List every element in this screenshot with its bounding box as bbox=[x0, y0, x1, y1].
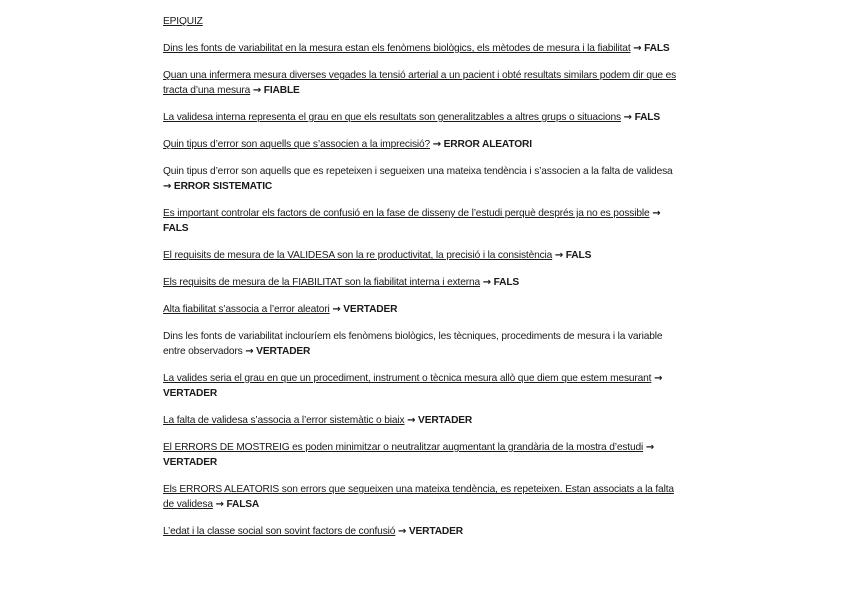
quiz-item-6 bbox=[163, 206, 683, 236]
arrow-icon: → bbox=[633, 43, 642, 54]
arrow-icon: → bbox=[645, 442, 655, 453]
quiz-item-1 bbox=[163, 41, 683, 56]
answer-text: FIABLE bbox=[263, 85, 300, 96]
quiz-item-15 bbox=[163, 524, 683, 539]
arrow-icon: → bbox=[163, 181, 172, 192]
arrow-icon: → bbox=[554, 250, 564, 261]
quiz-document bbox=[163, 14, 683, 551]
question-text: El requisits de mesura de la VALIDESA son la re productivitat, la precisió i la consistència bbox=[163, 250, 553, 261]
answer-text: ERROR ALEATORI bbox=[443, 139, 532, 150]
quiz-item-9 bbox=[163, 302, 683, 317]
quiz-item-7 bbox=[163, 248, 683, 263]
answer-text: ERROR SISTEMATIC bbox=[173, 181, 273, 192]
question-text: Alta fiabilitat s’associa a l’error aleatori bbox=[163, 304, 330, 315]
arrow-icon: → bbox=[654, 373, 663, 384]
quiz-item-12 bbox=[163, 413, 683, 428]
question-text: Dins les fonts de variabilitat inclouríem els fenòmens biològics, les tècniques, procediments de mesura i la variable entre observadors bbox=[163, 331, 663, 357]
question-text: L’edat i la classe social son sovint factors de confusió bbox=[163, 526, 396, 537]
quiz-item-11 bbox=[163, 371, 683, 401]
answer-text: FALS bbox=[565, 250, 592, 261]
quiz-item-3 bbox=[163, 110, 683, 125]
quiz-item-2 bbox=[163, 68, 683, 98]
arrow-icon: → bbox=[432, 139, 441, 150]
answer-text: VERTADER bbox=[408, 526, 463, 537]
answer-text: FALS bbox=[493, 277, 520, 288]
answer-text: VERTADER bbox=[418, 415, 473, 426]
answer-text: VERTADER bbox=[256, 346, 311, 357]
document-title: EPIQUIZ bbox=[163, 16, 203, 27]
answer-text: VERTADER bbox=[343, 304, 398, 315]
quiz-item-10 bbox=[163, 329, 683, 359]
question-text: Quin tipus d’error son aquells que s’associen a la imprecisió? bbox=[163, 139, 431, 150]
quiz-item-13 bbox=[163, 440, 683, 470]
arrow-icon: → bbox=[332, 304, 341, 315]
answer-text: FALS bbox=[644, 43, 670, 54]
question-text: La valides seria el grau en que un procediment, instrument o tècnica mesura allò que diem que estem mesurant bbox=[163, 373, 652, 384]
answer-text: FALSA bbox=[226, 499, 260, 510]
question-text: La validesa interna representa el grau en que els resultats son generalitzables a altres grups o situacions bbox=[163, 112, 621, 123]
quiz-item-4 bbox=[163, 137, 683, 152]
arrow-icon: → bbox=[623, 112, 632, 123]
question-text: Quan una infermera mesura diverses vegades la tensió arterial a un pacient i obté resultats similars podem dir que es tracta d’una mesura bbox=[163, 70, 677, 96]
question-text: Dins les fonts de variabilitat en la mesura estan els fenòmens biològics, els mètodes de mesura i la fiabilitat bbox=[163, 43, 631, 54]
question-text: Els ERRORS ALEATORIS son errors que segueixen una mateixa tendència, es repeteixen. Estan associats a la falta de validesa bbox=[163, 484, 674, 510]
question-text: La falta de validesa s’associa a l’error sistemàtic o biaix bbox=[163, 415, 405, 426]
question-text: Es important controlar els factors de confusió en la fase de disseny de l’estudi perquè després ja no es possible bbox=[163, 208, 650, 219]
answer-text: VERTADER bbox=[163, 457, 218, 468]
answer-text: FALS bbox=[163, 223, 189, 234]
answer-text: VERTADER bbox=[163, 388, 218, 399]
arrow-icon: → bbox=[407, 415, 416, 426]
arrow-icon: → bbox=[482, 277, 491, 288]
question-text: Els requisits de mesura de la FIABILITAT son la fiabilitat interna i externa bbox=[163, 277, 481, 288]
quiz-item-8 bbox=[163, 275, 683, 290]
arrow-icon: → bbox=[652, 208, 661, 219]
arrow-icon: → bbox=[397, 526, 407, 537]
arrow-icon: → bbox=[245, 346, 254, 357]
quiz-item-5 bbox=[163, 164, 683, 194]
quiz-item-14 bbox=[163, 482, 683, 512]
arrow-icon: → bbox=[252, 85, 262, 96]
answer-text: FALS bbox=[634, 112, 660, 123]
question-text: Quin tipus d’error son aquells que es repeteixen i segueixen una mateixa tendència i s’associen a la falta de validesa bbox=[163, 166, 673, 177]
question-text: El ERRORS DE MOSTREIG es poden minimitzar o neutralitzar augmentant la grandària de la mostra d’estudi bbox=[163, 442, 644, 453]
arrow-icon: → bbox=[215, 499, 224, 510]
